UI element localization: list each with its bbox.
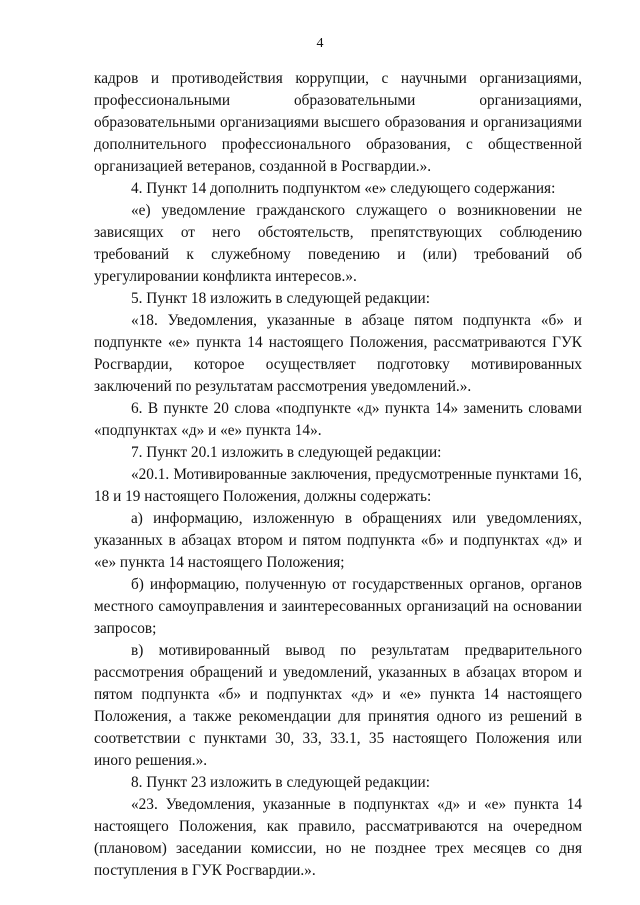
item-20-1-subitem-b: б) информацию, полученную от государственных органов, органов местного самоуправления и заинтересованных организаций на основании запросов; <box>94 576 582 637</box>
item-18-text: «18. Уведомления, указанные в абзаце пятом подпункта «б» и подпункте «е» пункта 14 настоящего Положения, рассматриваются ГУК Росгвардии, которое осуществляет подготовку мотивированных заключений по результатам рассмотрения уведомлений.». <box>94 312 582 395</box>
amendment-item-7: 7. Пункт 20.1 изложить в следующей редакции: <box>131 444 442 461</box>
page-number: 4 <box>316 36 324 51</box>
subitem-e-text: «е) уведомление гражданского служащего о возникновении не зависящих от него обстоятельств, препятствующих соблюдению требований к служебному поведению и (или) требований об урегулировании конфликта интересов.». <box>94 202 582 285</box>
amendment-item-8: 8. Пункт 23 изложить в следующей редакции: <box>131 774 430 791</box>
item-20-1-text: «20.1. Мотивированные заключения, предусмотренные пунктами 16, 18 и 19 настоящего Положения, должны содержать: <box>94 466 582 505</box>
item-20-1-subitem-a: а) информацию, изложенную в обращениях или уведомлениях, указанных в абзацах втором и пятом подпункта «б» и подпунктах «д» и «е» пункта 14 настоящего Положения; <box>94 510 582 571</box>
item-20-1-subitem-v: в) мотивированный вывод по результатам предварительного рассмотрения обращений и уведомлений, указанных в абзацах втором и пятом подпункта «б» и подпунктах «д» и «е» пункта 14 настоящего Положения, а также рекомендации для принятия одного из решений в соответствии с пунктами 30, 33, 33.1, 35 настоящего Положения или иного решения.». <box>94 642 582 769</box>
amendment-item-5: 5. Пункт 18 изложить в следующей редакции: <box>131 290 430 307</box>
amendment-item-6: 6. В пункте 20 слова «подпункте «д» пункта 14» заменить словами «подпунктах «д» и «е» пункта 14». <box>94 400 582 439</box>
document-body <box>94 68 582 882</box>
paragraph-continuation: кадров и противодействия коррупции, с научными организациями, профессиональными образовательными организациями, образовательными организациями высшего образования и организациями дополнительного профессионального образования, с общественной организацией ветеранов, созданной в Росгвардии.». <box>94 70 582 175</box>
amendment-item-4: 4. Пункт 14 дополнить подпунктом «е» следующего содержания: <box>131 180 556 197</box>
item-23-text: «23. Уведомления, указанные в подпунктах «д» и «е» пункта 14 настоящего Положения, как правило, рассматриваются на очередном (плановом) заседании комиссии, но не позднее трех месяцев со дня поступления в ГУК Росгвардии.». <box>94 796 582 879</box>
